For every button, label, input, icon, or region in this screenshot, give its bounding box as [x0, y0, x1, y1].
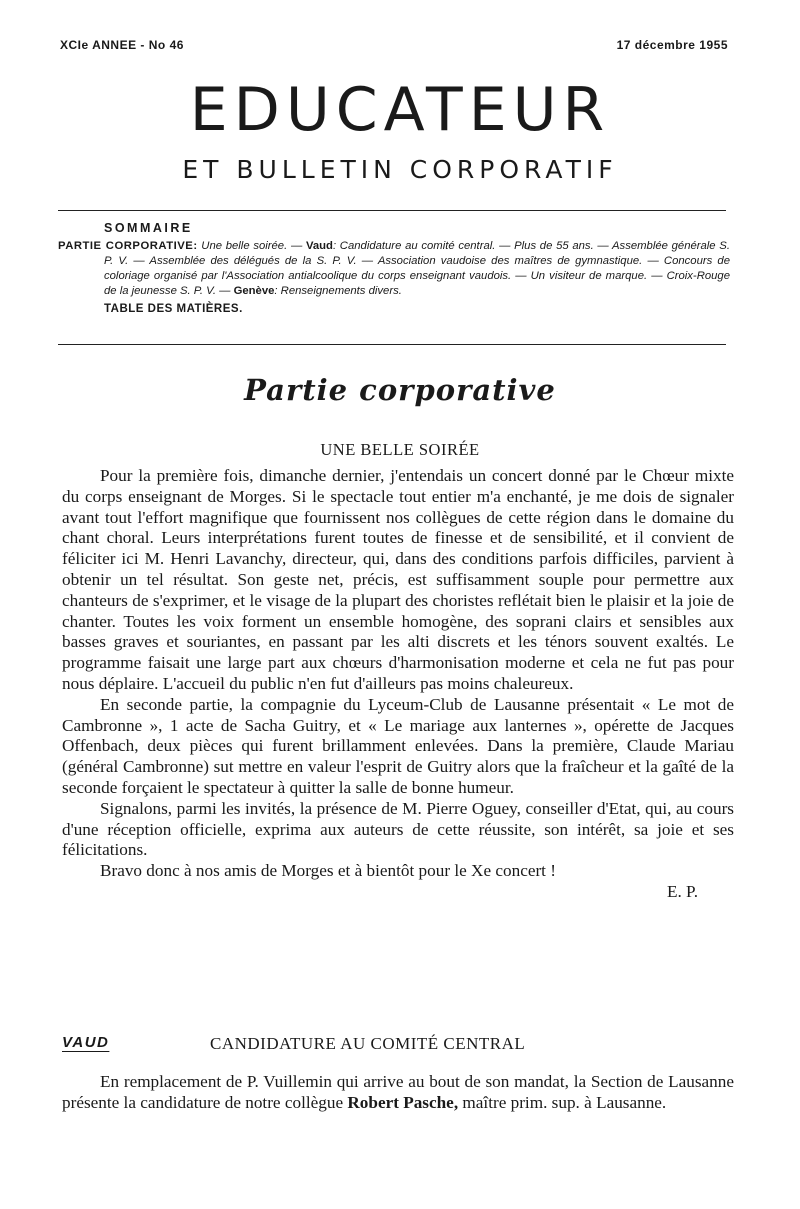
article-paragraph: En seconde partie, la compagnie du Lyceum-Club de Lausanne présentait « Le mot de Cambronne », 1 acte de Sacha Guitry, et « Le mariage aux lanternes », opérette de Jacques Offenbach, deux pièces qui furent brillamment enlevées. Dans la première, Claude Mariau (général Cambronne) sut mettre en valeur l'esprit de Guitry alors que la fraîcheur et la gaîté de la seconde forçaient le spectateur à quitter la salle de bonne humeur.: [62, 694, 734, 797]
summary-entry-geneve: Genève: [233, 285, 275, 297]
issue-date: 17 décembre 1955: [616, 38, 728, 52]
section-label-vaud: VAUD: [62, 1034, 110, 1051]
divider-top: [58, 210, 726, 211]
article-paragraph: Pour la première fois, dimanche dernier, j'entendais un concert donné par le Chœur mixte du corps enseignant de Morges. Si le spectacle tout entier m'a enchanté, je me dois de signaler avant tout l'effort magnifique que fournissent nos collègues de cette région dans le domaine du chant choral. Leurs interprétations furent toutes de finesse et de sensibilité, et il convient de féliciter ici M. Henri Lavanchy, directeur, qui, dans des conditions parfois difficiles, parvient à obtenir un tel résultat. Son geste net, précis, est suffisamment souple pour permettre aux chanteurs de s'exprimer, et le visage de la plupart des choristes reflétait bien le plaisir et la joie de chanter. Toutes les voix forment un ensemble homogène, des soprani clairs et sensibles aux basses graves et souriantes, en passant par les alti discrets et les ténors souvent exaltés. Le programme faisait une large part aux chœurs d'harmonisation moderne et cela ne fut pas pour nous déplaire. L'accueil du public n'en fut d'ailleurs pas moins chaleureux.: [62, 466, 734, 693]
article2-text: En remplacement de P. Vuillemin qui arrive au bout de son mandat, la Section de Lausanne présente la candidature de notre collègue: [62, 1072, 734, 1112]
summary-contents: [58, 239, 730, 299]
article2-body: [62, 1072, 734, 1114]
article-paragraph: Bravo donc à nos amis de Morges et à bientôt pour le Xe concert !: [100, 861, 556, 881]
article-paragraph: Signalons, parmi les invités, la présence de M. Pierre Oguey, conseiller d'Etat, qui, au cours d'une réception officielle, exprima aux auteurs de cette réussite, son intérêt, sa joie et ses félicitations.: [62, 798, 734, 860]
issue-number: XCIe ANNEE - No 46: [60, 38, 184, 52]
article2-paragraph: [62, 1072, 734, 1114]
divider-bottom: [58, 344, 726, 345]
article2-title: CANDIDATURE AU COMITÉ CENTRAL: [210, 1034, 526, 1053]
candidate-name: Robert Pasche,: [347, 1092, 459, 1112]
summary-entry: Une belle soirée. —: [197, 240, 306, 252]
issue-header: [60, 38, 728, 52]
table-of-contents-label: TABLE DES MATIÈRES.: [104, 303, 243, 315]
summary-entry: : Candidature au comité central. — Plus de 55 ans. — Assemblée générale S. P. V. — Assemblée des délégués de la S. P. V. — Association vaudoise des maîtres de gymnastique. — Concours de coloriage organisé par l'Association antialcoolique du corps enseignant vaudois. — Un visiteur de marque. — Croix-Rouge de la jeunesse S. P. V. —: [104, 240, 730, 297]
article2-text: maître prim. sup. à Lausanne.: [458, 1092, 667, 1112]
masthead-subtitle: ET BULLETIN CORPORATIF: [182, 155, 618, 184]
section-title: Partie corporative: [244, 373, 556, 407]
summary-heading: SOMMAIRE: [104, 221, 193, 235]
summary-box: [58, 220, 730, 315]
article-title: UNE BELLE SOIRÉE: [320, 440, 480, 459]
summary-entry: : Renseignements divers.: [274, 285, 402, 297]
summary-lead: PARTIE CORPORATIVE:: [58, 240, 198, 252]
masthead-title: EDUCATEUR: [189, 75, 611, 145]
article-body: [62, 466, 734, 903]
summary-entry-vaud: Vaud: [305, 240, 333, 252]
article-signature: E. P.: [666, 881, 698, 901]
